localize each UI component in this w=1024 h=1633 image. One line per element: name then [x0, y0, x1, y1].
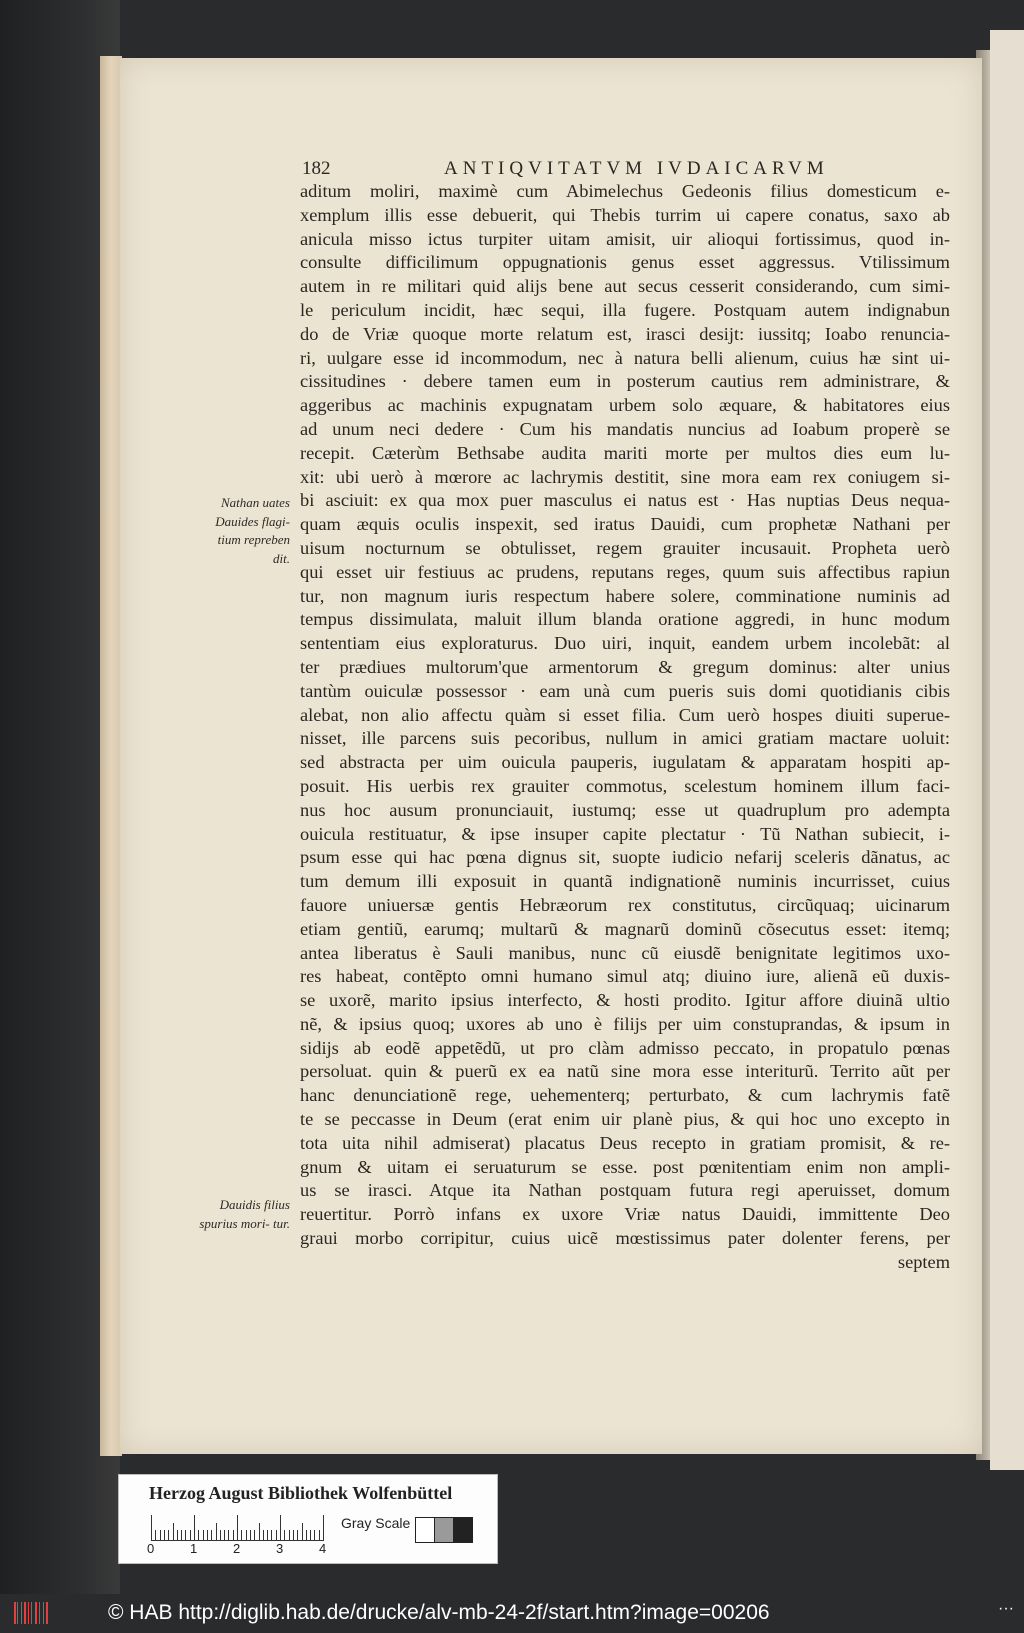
scale-number: 0: [147, 1541, 155, 1556]
text-line: xit: ubi uerò à mœrore ac lachrymis destitit, sine mora eam rex coniugem si-: [300, 466, 950, 487]
ruler-tick: [190, 1530, 191, 1541]
logo-bar: [28, 1602, 29, 1624]
main-text-block: [300, 180, 950, 1275]
ruler-tick: [293, 1530, 294, 1541]
text-line: autem in re militari quid alijs bene aut secus cesserit considerando, cum simi-: [300, 276, 950, 297]
institution-name: Herzog August Bibliothek Wolfenbüttel: [149, 1483, 453, 1503]
page-stack-edge: [100, 56, 122, 1456]
text-line: persoluat. quin & puerũ ex ea natũ sine mora esse interiturũ. Territo aũt per: [300, 1061, 950, 1082]
text-line: fauore uniuersæ gentis Hebræorum rex constitutus, circũquaq; uicinarum: [300, 894, 950, 915]
text-line: gnum & uitam ei seruaturum se esse. post pœnitentiam enim non ampli-: [300, 1156, 950, 1177]
ruler-tick: [181, 1530, 182, 1541]
ruler-tick: [177, 1530, 178, 1541]
ruler-tick: [259, 1523, 260, 1541]
ruler-tick: [263, 1530, 264, 1541]
logo-bar: [46, 1602, 48, 1624]
ruler-tick: [237, 1515, 238, 1541]
ruler-tick: [314, 1530, 315, 1541]
text-line: etiam gentiũ, earumq; multarũ & magnarũ dominũ cõsecutus esset: itemq;: [300, 918, 950, 939]
scale-number: 2: [233, 1541, 241, 1556]
text-line: tum demum illi exposuit in quantã indignationẽ numinis incurrisset, cuius: [300, 871, 950, 892]
ruler-tick: [151, 1515, 152, 1541]
text-line: consulte difficilimum oppugnationis genus esset aggressus. Vtilissimum: [300, 252, 950, 273]
logo-bar: [39, 1602, 40, 1624]
ruler-tick: [297, 1530, 298, 1541]
ruler-tick: [289, 1530, 290, 1541]
marginal-note-dauidis: Dauidis filius spurius mori- tur.: [199, 1197, 290, 1231]
ruler-tick: [216, 1523, 217, 1541]
ruler-tick: [319, 1530, 320, 1541]
ruler-tick: [155, 1530, 156, 1541]
logo-bar: [21, 1602, 22, 1624]
scale-number: 3: [276, 1541, 284, 1556]
ruler-tick: [267, 1530, 268, 1541]
ruler-tick: [250, 1530, 251, 1541]
text-line: se uxorẽ, marito ipsius interfecto, & hosti prodito. Igitur affore diuinã ultio: [300, 990, 950, 1011]
text-line: xemplum illis esse debuerit, qui Thebis turrim ui capere conatus, saxo ab: [300, 204, 950, 225]
ruler-tick: [280, 1515, 281, 1541]
text-line: anicula misso ictus turpiter uitam amisit, uir alioqui fortissimus, quod in-: [300, 228, 950, 249]
ruler-tick: [233, 1530, 234, 1541]
logo-bar: [24, 1602, 26, 1624]
text-line: tota uita nihil admiserat) placatus Deus recepto in gratiam promisit, & re-: [300, 1132, 950, 1153]
text-line: ouicula restituatur, & ipse insuper capite plectatur · Tũ Nathan subiecit, i-: [300, 823, 950, 844]
ruler-tick: [185, 1530, 186, 1541]
text-line: septem: [897, 1251, 950, 1272]
ruler-tick: [220, 1530, 221, 1541]
grayscale-patch-gray: [434, 1517, 454, 1543]
text-line: do de Vriæ quoque morte relatum est, irasci desijt: iussitq; Ioabo renuncia-: [300, 323, 950, 344]
running-head: [302, 158, 942, 182]
scale-number: 1: [190, 1541, 198, 1556]
text-line: nus hoc ausum pronunciauit, iustumq; esse ut quadruplum pro adempta: [300, 799, 950, 820]
text-line: us se irasci. Atque ita Nathan postquam futura regi aperuisset, domum: [300, 1180, 950, 1201]
scale-number: 4: [319, 1541, 327, 1556]
facing-page-edge: [990, 30, 1024, 1470]
ruler-tick: [241, 1530, 242, 1541]
text-line: graui morbo corripitur, cuius uicẽ mœstissimus pater dolenter ferens, per: [300, 1228, 950, 1249]
ruler-tick: [246, 1530, 247, 1541]
text-line: tur, non magnum iuris respectum habere solere, comminatione numinis ad: [300, 585, 950, 606]
text-line: sed abstracta per uim ouicula pauperis, iugulatam & apparatam hospiti ap-: [300, 752, 950, 773]
ruler-tick: [302, 1523, 303, 1541]
running-title: ANTIQVITATVM IVDAICARVM: [444, 158, 829, 179]
ruler-tick: [323, 1515, 324, 1541]
ruler-tick: [164, 1530, 165, 1541]
more-menu-icon[interactable]: ···: [998, 1600, 1014, 1617]
ruler-tick: [203, 1530, 204, 1541]
ruler-tick: [168, 1530, 169, 1541]
ruler-tick: [254, 1530, 255, 1541]
text-line: cissitudines · debere tamen eum in posterum cautius rem administrare, &: [300, 371, 950, 392]
grayscale-patch-black: [453, 1517, 473, 1543]
text-line: tantùm ouiculæ possessor · eam unà cum pueris suis domi quotidianis cibis: [300, 680, 950, 701]
logo-bar: [35, 1602, 37, 1624]
ruler-tick: [310, 1530, 311, 1541]
text-line: uisum nocturnum se obtulisset, regem grauiter incusauit. Propheta uerò: [300, 537, 950, 558]
logo-bar: [14, 1602, 16, 1624]
institution-color-target: [118, 1474, 498, 1564]
text-line: alebat, non alio affectu quàm si esset filia. Cum uerò hospes diuiti superue-: [300, 704, 950, 725]
text-line: posuit. His uerbis rex grauiter commotus, scelestum hominem illum faci-: [300, 775, 950, 796]
hab-logo-icon: [14, 1602, 50, 1624]
text-line: ter prædiues multorum'que armentorum & gregum dominus: alter unius: [300, 656, 950, 677]
text-line: tempus dissimulata, maluit illum blanda oratione aggredi, in hunc modum: [300, 609, 950, 630]
text-line: ri, uulgare esse id incommodum, nec à natura belli alienum, cuius hæ sint ui-: [300, 347, 950, 368]
grayscale-patch-white: [415, 1517, 435, 1543]
text-line: psum esse qui hac pœna dignus sit, suopte iudicio nefarij sceleris dãnatus, ac: [300, 847, 950, 868]
scale-ruler: [151, 1513, 323, 1541]
logo-bar: [31, 1602, 32, 1624]
copyright-url[interactable]: © HAB http://diglib.hab.de/drucke/alv-mb-24-2f/start.htm?image=00206: [108, 1601, 770, 1624]
ruler-tick: [271, 1530, 272, 1541]
ruler-tick: [211, 1530, 212, 1541]
text-line: sidijs ab eodẽ appetẽdũ, ut pro clàm admisso peccato, in propatulo pœnas: [300, 1037, 950, 1058]
text-line: qui esset uir festiuus ac prudens, reputans reges, quum suis affectibus rapiun: [300, 561, 950, 582]
ruler-tick: [306, 1530, 307, 1541]
text-line: recepit. Cæterùm Bethsabe audita mariti morte per multos dies eum lu-: [300, 442, 950, 463]
text-line: bi asciuit: ex qua mox puer masculus ei natus est · Has nuptias Deus nequa-: [300, 490, 950, 511]
text-line: antea liberatus è Sauli manibus, nunc cũ eiusdẽ benignitate legitimos uxo-: [300, 942, 950, 963]
text-line: res habeat, contẽpto omni humano simul atq; diuino iure, alienã eũ duxis-: [300, 966, 950, 987]
text-line: sententiam eius exploraturus. Duo uiri, inquit, eandem urbem incolebãt: al: [300, 633, 950, 654]
ruler-tick: [224, 1530, 225, 1541]
text-line: hanc denunciationẽ rege, uehementerq; perturbato, & cum lachrymis fatẽ: [300, 1085, 950, 1106]
text-line: te se peccasse in Deum (erat enim uir planè pius, & qui hoc uno excepto in: [300, 1109, 950, 1130]
marginal-note-nathan: Nathan uates Dauides flagi- tium repreben dit.: [215, 495, 290, 566]
grayscale-label: Gray Scale: [341, 1515, 411, 1531]
ruler-tick: [194, 1515, 195, 1541]
ruler-tick: [207, 1530, 208, 1541]
text-line: quam æquis oculis inspexit, sed iratus Dauidi, cum prophetæ Nathani per: [300, 514, 950, 535]
ruler-tick: [173, 1523, 174, 1541]
text-line: nisset, ille parcens suis pecoribus, nullum in amici gratiam mactare uoluit:: [300, 728, 950, 749]
ruler-tick: [276, 1530, 277, 1541]
text-line: nẽ, & ipsius quoq; uxores ab uno è filijs per uim constuprandas, & ipsum in: [300, 1013, 950, 1034]
ruler-tick: [198, 1530, 199, 1541]
logo-bar: [43, 1602, 44, 1624]
text-line: reuertitur. Porrò infans ex uxore Vriæ natus Dauidi, immittente Deo: [300, 1204, 950, 1225]
text-line: ad unum neci dedere · Cum his mandatis nuncius ad Ioabum properè se: [300, 418, 950, 439]
viewer-footer: [0, 1594, 1024, 1633]
text-line: aggeribus ac machinis expugnatam urbem solo æquare, & habitatores eius: [300, 395, 950, 416]
ruler-tick: [228, 1530, 229, 1541]
ruler-tick: [160, 1530, 161, 1541]
page-number: 182: [302, 158, 331, 179]
text-line: le periculum incidit, hæc sequi, illa fugere. Postquam autem indignabun: [300, 299, 950, 320]
ruler-tick: [284, 1530, 285, 1541]
text-line: aditum moliri, maximè cum Abimelechus Gedeonis filius domesticum e-: [300, 181, 950, 201]
logo-bar: [17, 1602, 18, 1624]
